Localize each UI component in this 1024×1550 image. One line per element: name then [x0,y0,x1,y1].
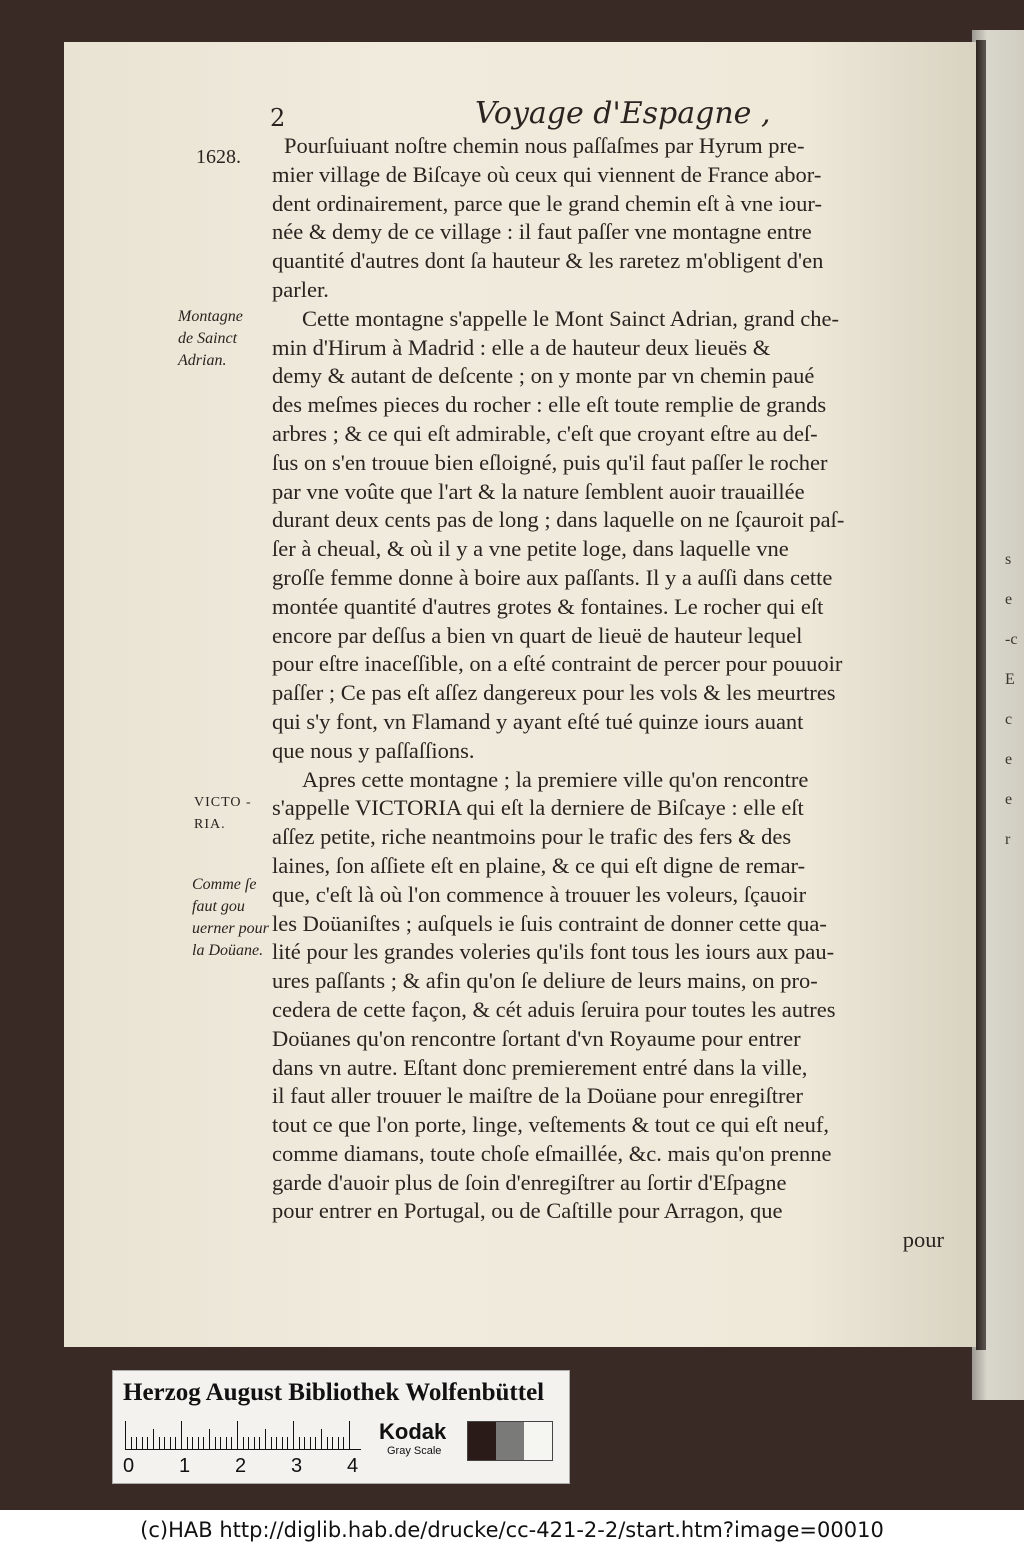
edge-glyph: -c [1005,631,1018,648]
gray-patch-dark [468,1422,496,1460]
body-line: Doüanes qu'on rencontre ſortant d'vn Royaume pour entrer [272,1025,801,1051]
body-line: tout ce que l'on porte, linge, veſtements & tout ce qui eſt neuf, [272,1112,830,1138]
body-line: parler. [272,276,329,302]
body-line: Cette montagne s'appelle le Mont Sainct Adrian, grand che- [302,305,840,331]
ruler-tick [181,1421,182,1449]
running-title: Voyage d'Espagne , [475,96,771,131]
body-line: cedera de cette façon, & cét aduis ſeruira pour toutes les autres [272,996,836,1022]
ruler-tick [343,1437,344,1449]
ruler-tick [153,1429,154,1449]
ruler-tick [265,1429,266,1449]
ruler-tick [147,1437,148,1449]
ruler-number: 0 [123,1455,135,1477]
body-line: garde d'auoir plus de ſoin d'enregiſtrer au ſortir d'Eſpagne [272,1169,787,1195]
body-line: arbres ; & ce qui eſt admirable, c'eſt que croyant eſtre au deſ- [272,420,818,446]
kodak-logo: Kodak [379,1419,447,1444]
margin-line: RIA. [194,817,226,832]
ruler-tick [231,1437,232,1449]
body-line: durant deux cents pas de long ; dans laquelle on ne ſçauroit paſ- [272,507,845,533]
margin-line: la Doüane. [192,942,264,959]
body-line: pour entrer en Portugal, ou de Caſtille pour Arragon, que [272,1198,783,1224]
edge-glyph: E [1005,671,1015,688]
ruler-number: 4 [347,1455,359,1477]
body-line: par vne voûte que l'art & la nature ſemblent auoir trauaillée [272,478,805,504]
ruler-tick [237,1421,238,1449]
margin-note-douane [192,874,269,962]
body-line: groſſe femme donne à boire aux paſſants. Il y a auſſi dans cette [272,564,833,590]
margin-line: VICTO - [194,795,252,810]
body-line: paſſer ; Ce pas eſt aſſez dangereux pour les vols & les meurtres [272,680,836,706]
ruler-tick [293,1421,294,1449]
ruler-tick [282,1437,283,1449]
ruler-tick [259,1437,260,1449]
card-title: Herzog August Bibliothek Wolfenbüttel [123,1379,545,1406]
ruler-tick [287,1437,288,1449]
body-line: Apres cette montagne ; la premiere ville qu'on rencontre [302,766,809,792]
color-calibration-card [112,1370,570,1484]
ruler-tick [164,1437,165,1449]
catchword: pour [902,1227,944,1253]
gray-scale-patches [467,1421,553,1461]
margin-year-text: 1628. [196,146,241,168]
body-line: Pourſuiuant noſtre chemin nous paſſaſmes par Hyrum pre- [284,133,805,158]
margin-line: faut gou [192,898,245,915]
ruler-tick [276,1437,277,1449]
margin-line: Adrian. [178,352,227,369]
page-number: 2 [270,104,286,132]
body-line: ſer à cheual, & où il y a vne petite loge, dans laquelle vne [272,536,789,562]
ruler-tick [192,1437,193,1449]
body-line: laines, ſon aſſiete eſt en plaine, & ce qui eſt digne de remar- [272,852,806,878]
ruler-tick [125,1421,126,1449]
body-line: les Doüaniſtes ; auſquels ie ſuis contraint de donner cette qua- [272,910,827,936]
edge-glyph: e [1005,751,1013,768]
body-line: que nous y paſſaſſions. [272,737,475,763]
margin-note-year [196,146,241,168]
body-line: montée quantité d'autres grotes & fontaines. Le rocher qui eſt [272,593,824,619]
body-line: comme diamans, toute choſe eſmaillée, &c. mais qu'on prenne [272,1140,832,1166]
ruler-number: 1 [179,1455,191,1477]
ruler-tick [349,1421,350,1449]
gray-patch-mid [496,1422,524,1460]
ruler-tick [271,1437,272,1449]
margin-line: Comme ſe [192,876,257,893]
ruler-tick [198,1437,199,1449]
margin-line: uerner pour [192,920,269,937]
body-line: pour eſtre inaceſſible, on a eſté contraint de percer pour pouuoir [272,651,843,677]
ruler-tick [254,1437,255,1449]
edge-glyph: s [1005,551,1012,568]
grayscale-label: Gray Scale [387,1445,442,1457]
ruler-number: 2 [235,1455,247,1477]
footer-credit: (c)HAB http://diglib.hab.de/drucke/cc-421-2-2/start.htm?image=00010 [0,1510,1024,1550]
margin-line: Montagne [178,308,243,325]
gutter-shadow [976,40,986,1350]
edge-glyph: e [1005,791,1013,808]
body-line: encore par deſſus a bien vn quart de lieuë de hauteur lequel [272,622,803,648]
margin-note-victoria [194,792,252,836]
body-text [272,132,944,1255]
body-line: lité pour les grandes voleries qu'ils font tous les iours aux pau- [272,939,835,965]
next-leaf-bleed-text [1005,540,1017,860]
body-line: mier village de Biſcaye où ceux qui viennent de France abor- [272,161,822,187]
ruler-number: 3 [291,1455,303,1477]
body-line: min d'Hirum à Madrid : elle a de hauteur deux lieuës & [272,334,771,360]
edge-glyph: e [1005,591,1013,608]
body-line: que, c'eſt là où l'on commence à trouuer les voleurs, ſçauoir [272,881,807,907]
ruler-tick [209,1429,210,1449]
body-line: ures paſſants ; & afin qu'on ſe deliure de leurs mains, on pro- [272,968,818,994]
ruler-tick [142,1437,143,1449]
ruler-tick [203,1437,204,1449]
ruler-tick [338,1437,339,1449]
body-line: il faut aller trouuer le maiſtre de la Doüane pour enregiſtrer [272,1083,804,1109]
body-line: demy & autant de deſcente ; on y monte par vn chemin paué [272,363,815,389]
margin-line: de Sainct [178,330,238,347]
body-line: dans vn autre. Eſtant donc premierement entré dans la ville, [272,1054,808,1080]
body-line: aſſez petite, riche neantmoins pour le trafic des fers & des [272,824,792,850]
ruler-tick [136,1437,137,1449]
ruler-tick [310,1437,311,1449]
body-line: dent ordinairement, parce que le grand chemin eſt à vne iour- [272,190,822,216]
ruler-tick [170,1437,171,1449]
edge-glyph: r [1005,831,1011,848]
ruler-tick [215,1437,216,1449]
edge-glyph: c [1005,711,1013,728]
ruler-scale [125,1421,361,1450]
body-line: s'appelle VICTORIA qui eſt la derniere de Biſcaye : elle eſt [272,795,804,821]
ruler-tick [321,1429,322,1449]
body-line: des meſmes pieces du rocher : elle eſt toute remplie de grands [272,392,827,418]
margin-note-montagne [178,306,243,372]
body-line: qui s'y font, vn Flamand y ayant eſté tué quinze iours auant [272,708,804,734]
ruler-tick [299,1437,300,1449]
ruler-tick [187,1437,188,1449]
gray-patch-light [524,1422,552,1460]
ruler-tick [220,1437,221,1449]
ruler-tick [131,1437,132,1449]
ruler-tick [175,1437,176,1449]
body-line: ſus on s'en trouue bien eſloigné, puis qu'il faut paſſer le rocher [272,449,828,475]
ruler-tick [243,1437,244,1449]
ruler-tick [315,1437,316,1449]
ruler-tick [159,1437,160,1449]
ruler-tick [327,1437,328,1449]
ruler-tick [248,1437,249,1449]
ruler-tick [304,1437,305,1449]
body-line: née & demy de ce village : il faut paſſer vne montagne entre [272,219,812,245]
body-line: quantité d'autres dont ſa hauteur & les raretez m'obligent d'en [272,248,824,274]
ruler-tick [332,1437,333,1449]
ruler-tick [226,1437,227,1449]
